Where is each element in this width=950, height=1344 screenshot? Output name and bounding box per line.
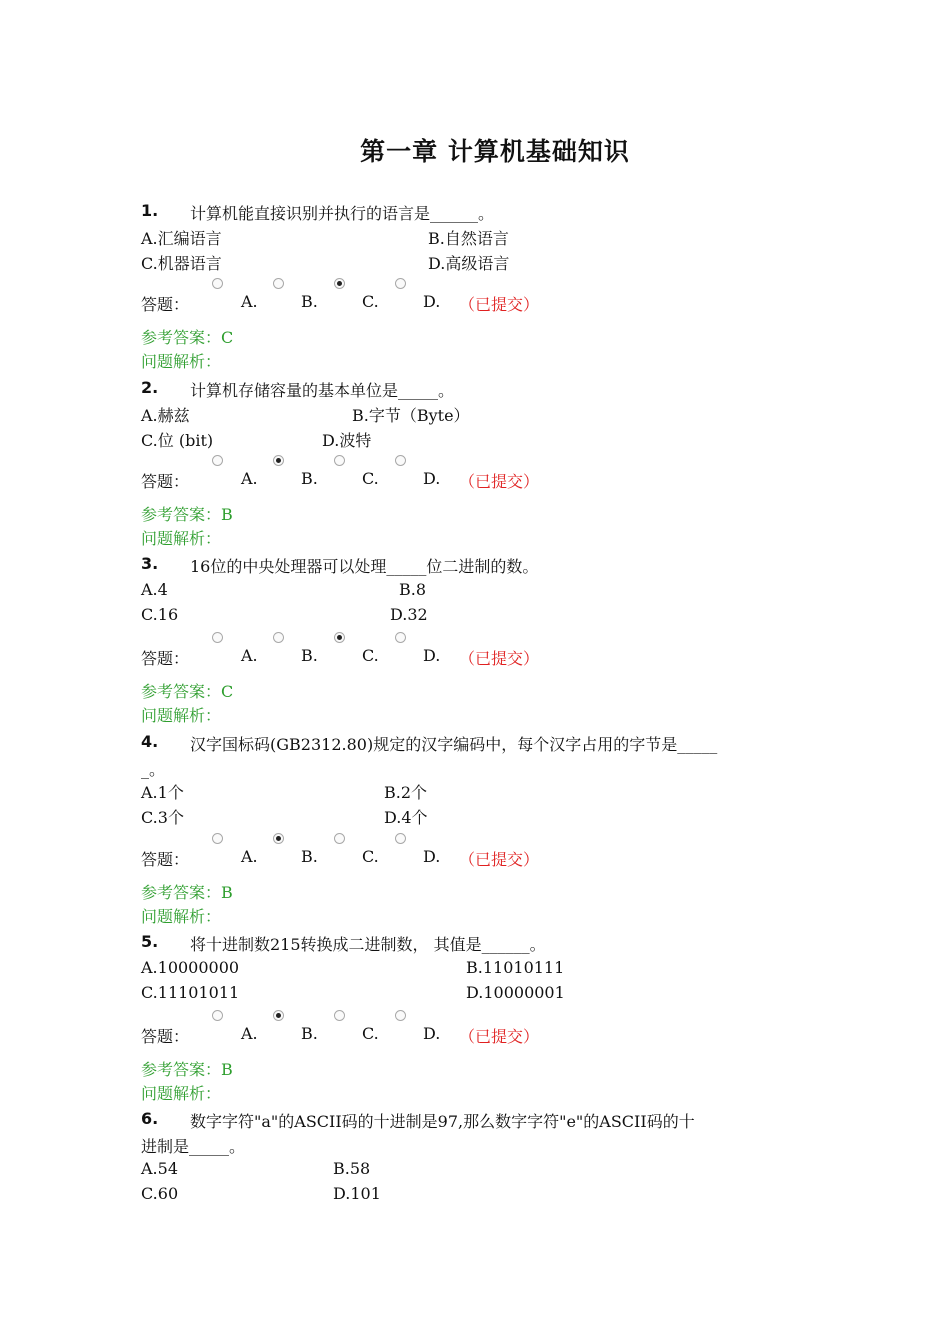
option-d: D.4个 (384, 808, 428, 827)
radio-a[interactable] (212, 833, 223, 844)
page-title: 第一章 计算机基础知识 (360, 137, 630, 166)
radio-a[interactable] (212, 632, 223, 643)
radio-a[interactable] (212, 1010, 223, 1021)
answer-label: 答题： (141, 850, 190, 869)
option-d: D.高级语言 (428, 254, 510, 273)
option-a: A.4 (141, 580, 168, 599)
option-b: B.8 (399, 580, 427, 599)
option-c: C.60 (141, 1184, 179, 1203)
analysis-label: 问题解析： (141, 706, 222, 725)
radio-b[interactable] (273, 1010, 284, 1021)
choice-letter-d: D. (423, 646, 441, 665)
question-number: 6. (141, 1109, 159, 1128)
answer-label: 答题： (141, 649, 190, 668)
choice-letter-b: B. (301, 847, 318, 866)
radio-c[interactable] (334, 455, 345, 466)
answer-label: 答题： (141, 1027, 190, 1046)
option-c: C.机器语言 (141, 254, 222, 273)
option-d: D.10000001 (466, 983, 565, 1002)
question-text-continued: _。 (141, 760, 166, 779)
option-c: C.11101011 (141, 983, 240, 1002)
submitted-status: （已提交） (459, 295, 540, 314)
question-text: 16位的中央处理器可以处理_____位二进制的数。 (190, 557, 539, 576)
choice-letter-b: B. (301, 1024, 318, 1043)
option-b: B.字节（Byte） (352, 406, 470, 425)
choice-letter-b: B. (301, 292, 318, 311)
option-c: C.3个 (141, 808, 184, 827)
option-a: A.汇编语言 (141, 229, 222, 248)
choice-letter-d: D. (423, 847, 441, 866)
option-d: D.101 (333, 1184, 381, 1203)
option-c: C.位 (bit) (141, 431, 214, 450)
reference-answer: 参考答案：B (141, 883, 233, 902)
option-a: A.54 (141, 1159, 178, 1178)
analysis-label: 问题解析： (141, 1084, 222, 1103)
question-number: 3. (141, 554, 159, 573)
answer-label: 答题： (141, 472, 190, 491)
submitted-status: （已提交） (459, 1027, 540, 1046)
reference-answer: 参考答案：B (141, 1060, 233, 1079)
choice-letter-a: A. (241, 1024, 258, 1043)
radio-b[interactable] (273, 455, 284, 466)
question-number: 5. (141, 932, 159, 951)
option-d: D.32 (390, 605, 428, 624)
question-number: 4. (141, 732, 159, 751)
choice-letter-d: D. (423, 1024, 441, 1043)
choice-letter-c: C. (362, 1024, 379, 1043)
radio-d[interactable] (395, 1010, 406, 1021)
question-text: 计算机存储容量的基本单位是_____。 (190, 381, 455, 400)
radio-c[interactable] (334, 833, 345, 844)
question-text: 汉字国标码(GB2312.80)规定的汉字编码中，每个汉字占用的字节是_____ (190, 735, 718, 754)
question-text-continued: 进制是_____。 (141, 1137, 246, 1156)
choice-letter-c: C. (362, 847, 379, 866)
choice-letter-c: C. (362, 646, 379, 665)
radio-d[interactable] (395, 632, 406, 643)
choice-letter-a: A. (241, 292, 258, 311)
analysis-label: 问题解析： (141, 907, 222, 926)
choice-letter-a: A. (241, 646, 258, 665)
radio-b[interactable] (273, 278, 284, 289)
radio-c[interactable] (334, 632, 345, 643)
choice-letter-d: D. (423, 469, 441, 488)
submitted-status: （已提交） (459, 649, 540, 668)
question-text: 将十进制数215转换成二进制数， 其值是______。 (190, 935, 546, 954)
question-number: 1. (141, 201, 159, 220)
radio-d[interactable] (395, 278, 406, 289)
option-b: B.11010111 (466, 958, 565, 977)
option-b: B.58 (333, 1159, 371, 1178)
choice-letter-b: B. (301, 646, 318, 665)
submitted-status: （已提交） (459, 472, 540, 491)
question-text: 计算机能直接识别并执行的语言是______。 (190, 204, 495, 223)
radio-c[interactable] (334, 1010, 345, 1021)
submitted-status: （已提交） (459, 850, 540, 869)
reference-answer: 参考答案：C (141, 682, 234, 701)
radio-b[interactable] (273, 632, 284, 643)
choice-letter-a: A. (241, 469, 258, 488)
question-text: 数字字符"a"的ASCII码的十进制是97,那么数字字符"e"的ASCII码的十 (190, 1112, 695, 1131)
analysis-label: 问题解析： (141, 352, 222, 371)
radio-d[interactable] (395, 833, 406, 844)
choice-letter-b: B. (301, 469, 318, 488)
radio-d[interactable] (395, 455, 406, 466)
option-d: D.波特 (322, 431, 372, 450)
choice-letter-d: D. (423, 292, 441, 311)
radio-a[interactable] (212, 278, 223, 289)
option-b: B.自然语言 (428, 229, 509, 248)
choice-letter-c: C. (362, 469, 379, 488)
radio-b[interactable] (273, 833, 284, 844)
choice-letter-c: C. (362, 292, 379, 311)
radio-c[interactable] (334, 278, 345, 289)
option-a: A.1个 (141, 783, 184, 802)
option-b: B.2个 (384, 783, 428, 802)
reference-answer: 参考答案：B (141, 505, 233, 524)
question-number: 2. (141, 378, 159, 397)
analysis-label: 问题解析： (141, 529, 222, 548)
option-a: A.赫兹 (141, 406, 190, 425)
reference-answer: 参考答案：C (141, 328, 234, 347)
choice-letter-a: A. (241, 847, 258, 866)
answer-label: 答题： (141, 295, 190, 314)
option-c: C.16 (141, 605, 179, 624)
radio-a[interactable] (212, 455, 223, 466)
option-a: A.10000000 (141, 958, 240, 977)
